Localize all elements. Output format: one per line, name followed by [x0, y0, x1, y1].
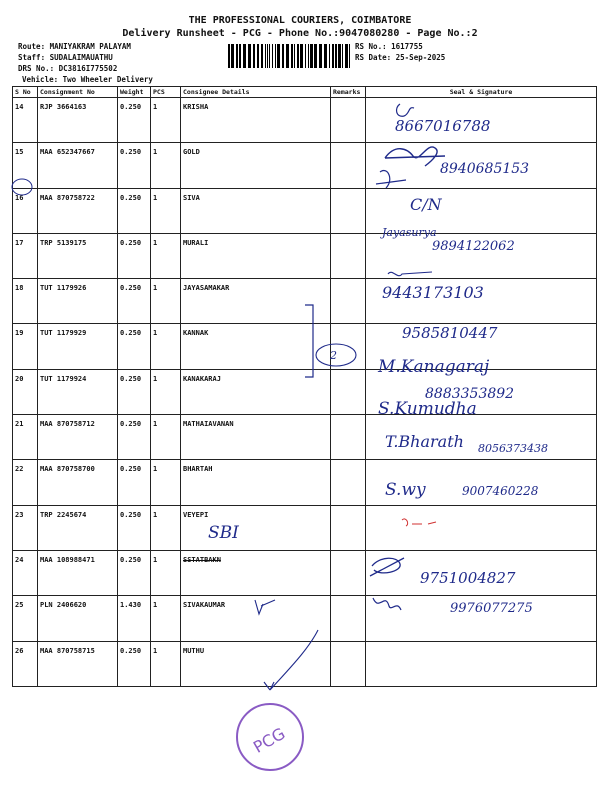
col-header: Consignment No	[38, 87, 118, 98]
barcode-bar	[277, 44, 280, 68]
cell-signature	[366, 641, 597, 686]
cell-weight: 0.250	[118, 369, 151, 414]
cell-consignment: RJP 3664163	[38, 98, 118, 143]
handwritten-name: S.Kumudha	[378, 399, 477, 419]
handwritten-phone: 8056373438	[478, 442, 548, 455]
table-row	[13, 460, 597, 505]
barcode-bar	[291, 44, 293, 68]
cell-sno: 22	[13, 460, 38, 505]
company-title: THE PROFESSIONAL COURIERS, COIMBATORE	[188, 15, 412, 26]
cell-pcs: 1	[151, 596, 181, 641]
handwritten-name: M.Kanagaraj	[378, 357, 490, 377]
cell-signature	[366, 188, 597, 233]
cell-sno: 21	[13, 415, 38, 460]
route-label: Route: MANIYAKRAM PALAYAM	[18, 42, 131, 51]
cell-consignee: JAYASAMAKAR	[181, 279, 331, 324]
barcode-bar	[257, 44, 259, 68]
cell-consignment: TRP 5139175	[38, 233, 118, 278]
cell-consignment: MAA 870758722	[38, 188, 118, 233]
cell-pcs: 1	[151, 98, 181, 143]
cell-pcs: 1	[151, 369, 181, 414]
barcode-bar	[261, 44, 263, 68]
cell-pcs: 1	[151, 188, 181, 233]
cell-consignee: MATHAIAVANAN	[181, 415, 331, 460]
cell-consignee: MURALI	[181, 233, 331, 278]
cell-remarks	[331, 369, 366, 414]
col-header: S No	[13, 87, 38, 98]
table-row	[13, 188, 597, 233]
cell-remarks	[331, 460, 366, 505]
cell-sno: 25	[13, 596, 38, 641]
barcode-bar	[319, 44, 322, 68]
table-row	[13, 98, 597, 143]
cell-remarks	[331, 641, 366, 686]
col-header: Consignee Details	[181, 87, 331, 98]
cell-consignment: TUT 1179926	[38, 279, 118, 324]
barcode-bar	[294, 44, 295, 68]
cell-consignee: MUTHU	[181, 641, 331, 686]
cell-sno: 19	[13, 324, 38, 369]
barcode-bar	[314, 44, 317, 68]
cell-pcs: 1	[151, 415, 181, 460]
table-row	[13, 143, 597, 188]
barcode-bar	[286, 44, 289, 68]
table-row	[13, 415, 597, 460]
table-header-row	[13, 87, 597, 98]
cell-consignment: MAA 652347667	[38, 143, 118, 188]
cell-weight: 0.250	[118, 188, 151, 233]
cell-weight: 0.250	[118, 505, 151, 550]
barcode-bar	[310, 44, 313, 68]
cell-weight: 0.250	[118, 324, 151, 369]
barcode-bar	[342, 44, 343, 68]
barcode-bar	[248, 44, 251, 68]
cell-consignment: TUT 1179924	[38, 369, 118, 414]
barcode-bar	[297, 44, 299, 68]
table-row	[13, 505, 597, 550]
cell-weight: 0.250	[118, 460, 151, 505]
barcode-bar	[335, 44, 337, 68]
cell-consignee: KANNAK	[181, 324, 331, 369]
cell-remarks	[331, 505, 366, 550]
cell-pcs: 1	[151, 233, 181, 278]
cell-consignment: TUT 1179929	[38, 324, 118, 369]
barcode-bar	[269, 44, 270, 68]
col-header: Weight	[118, 87, 151, 98]
cell-weight: 0.250	[118, 98, 151, 143]
cell-weight: 0.250	[118, 279, 151, 324]
cell-signature	[366, 369, 597, 414]
cell-sno: 23	[13, 505, 38, 550]
cell-consignee: SSTATBAKN	[181, 550, 331, 595]
cell-signature	[366, 143, 597, 188]
barcode-bar	[231, 44, 234, 68]
cell-signature	[366, 279, 597, 324]
table-row	[13, 233, 597, 278]
barcode-bar	[308, 44, 309, 68]
vehicle-label: Vehicle: Two Wheeler Delivery	[22, 75, 153, 84]
rs-no-label: RS No.: 1617755	[355, 42, 423, 51]
col-header: Remarks	[331, 87, 366, 98]
cell-remarks	[331, 188, 366, 233]
cell-consignment: MAA 108988471	[38, 550, 118, 595]
barcode-bar	[324, 44, 327, 68]
cell-remarks	[331, 98, 366, 143]
barcode-bar	[332, 44, 334, 68]
barcode-bar	[236, 44, 238, 68]
seal-stamp-text: PCG	[250, 723, 289, 757]
cell-sno: 20	[13, 369, 38, 414]
cell-remarks	[331, 324, 366, 369]
barcode-bar	[329, 44, 330, 68]
cell-weight: 0.250	[118, 641, 151, 686]
table-row	[13, 279, 597, 324]
cell-pcs: 1	[151, 641, 181, 686]
cell-consignment: TRP 2245674	[38, 505, 118, 550]
cell-pcs: 1	[151, 143, 181, 188]
runsheet-subtitle: Delivery Runsheet - PCG - Phone No.:9047080280 - Page No.:2	[122, 28, 478, 39]
cell-consignee: KANAKARAJ	[181, 369, 331, 414]
cell-sno: 18	[13, 279, 38, 324]
cell-consignee: SIVAKAUMAR	[181, 596, 331, 641]
cell-sno: 24	[13, 550, 38, 595]
col-header: Seal & Signature	[366, 87, 597, 98]
cell-signature	[366, 98, 597, 143]
handwritten-phone: 8883353892	[425, 386, 515, 402]
cell-weight: 0.250	[118, 233, 151, 278]
barcode-bar	[345, 44, 348, 68]
drs-label: DRS No.: DC3816I775502	[18, 64, 118, 73]
cell-pcs: 1	[151, 505, 181, 550]
barcode-bar	[228, 44, 230, 68]
barcode	[228, 44, 350, 68]
table-row	[13, 596, 597, 641]
barcode-bar	[272, 44, 273, 68]
cell-pcs: 1	[151, 324, 181, 369]
handwritten-phone: 8667016788	[395, 117, 491, 135]
cell-consignment: MAA 870758712	[38, 415, 118, 460]
cell-weight: 0.250	[118, 415, 151, 460]
cell-pcs: 1	[151, 550, 181, 595]
cell-sno: 16	[13, 188, 38, 233]
staff-label: Staff: SUDALAIMAUATHU	[18, 53, 113, 62]
cell-pcs: 1	[151, 460, 181, 505]
handwritten-phone: 9976077275	[450, 601, 533, 616]
cell-signature	[366, 415, 597, 460]
cell-weight: 1.430	[118, 596, 151, 641]
cell-remarks	[331, 550, 366, 595]
cell-remarks	[331, 233, 366, 278]
cell-consignment: MAA 870758700	[38, 460, 118, 505]
cell-signature	[366, 324, 597, 369]
barcode-bar	[253, 44, 255, 68]
handwritten-phone: 9443173103	[382, 283, 484, 302]
cell-remarks	[331, 415, 366, 460]
handwritten-phone: 8940685153	[440, 161, 530, 177]
handwritten-consignee: SBI	[208, 523, 239, 543]
handwritten-name: S.wy	[385, 480, 426, 500]
cell-pcs: 1	[151, 279, 181, 324]
handwritten-note: C/N	[410, 195, 442, 214]
barcode-bar	[275, 44, 276, 68]
cell-remarks	[331, 279, 366, 324]
cell-consignee: VEYEPI	[181, 505, 331, 550]
cell-consignee: SIVA	[181, 188, 331, 233]
cell-consignment: MAA 870758715	[38, 641, 118, 686]
barcode-bar	[267, 44, 268, 68]
barcode-bar	[243, 44, 246, 68]
cell-consignee: BHARTAH	[181, 460, 331, 505]
handwritten-phone: 9751004827	[420, 569, 516, 587]
barcode-bar	[305, 44, 306, 68]
barcode-bar	[282, 44, 284, 68]
rs-date-label: RS Date: 25-Sep-2025	[355, 53, 446, 62]
cell-remarks	[331, 596, 366, 641]
cell-consignment: PLN 2406620	[38, 596, 118, 641]
handwritten-name: Jayasurya	[382, 226, 437, 239]
col-header: PCS	[151, 87, 181, 98]
cell-signature	[366, 233, 597, 278]
cell-weight: 0.250	[118, 550, 151, 595]
table-row	[13, 324, 597, 369]
circled-count-text: 2	[330, 349, 337, 362]
cell-sno: 15	[13, 143, 38, 188]
cell-signature	[366, 550, 597, 595]
handwritten-name: T.Bharath	[385, 432, 464, 451]
table-row	[13, 550, 597, 595]
barcode-bar	[265, 44, 266, 68]
barcode-bar	[349, 44, 350, 68]
table-row	[13, 641, 597, 686]
table-row	[13, 369, 597, 414]
barcode-bar	[300, 44, 303, 68]
cell-signature	[366, 460, 597, 505]
cell-signature	[366, 596, 597, 641]
cell-sno: 14	[13, 98, 38, 143]
handwritten-phone: 9007460228	[462, 484, 539, 498]
handwritten-phone: 9585810447	[402, 324, 498, 342]
cell-consignee: KRISHA	[181, 98, 331, 143]
barcode-bar	[239, 44, 241, 68]
seal-stamp	[237, 704, 303, 770]
handwritten-phone: 9894122062	[432, 239, 515, 254]
cell-sno: 17	[13, 233, 38, 278]
barcode-bar	[338, 44, 341, 68]
cell-weight: 0.250	[118, 143, 151, 188]
cell-signature	[366, 505, 597, 550]
cell-consignee: GOLD	[181, 143, 331, 188]
runsheet-table	[12, 86, 597, 687]
cell-remarks	[331, 143, 366, 188]
cell-sno: 26	[13, 641, 38, 686]
